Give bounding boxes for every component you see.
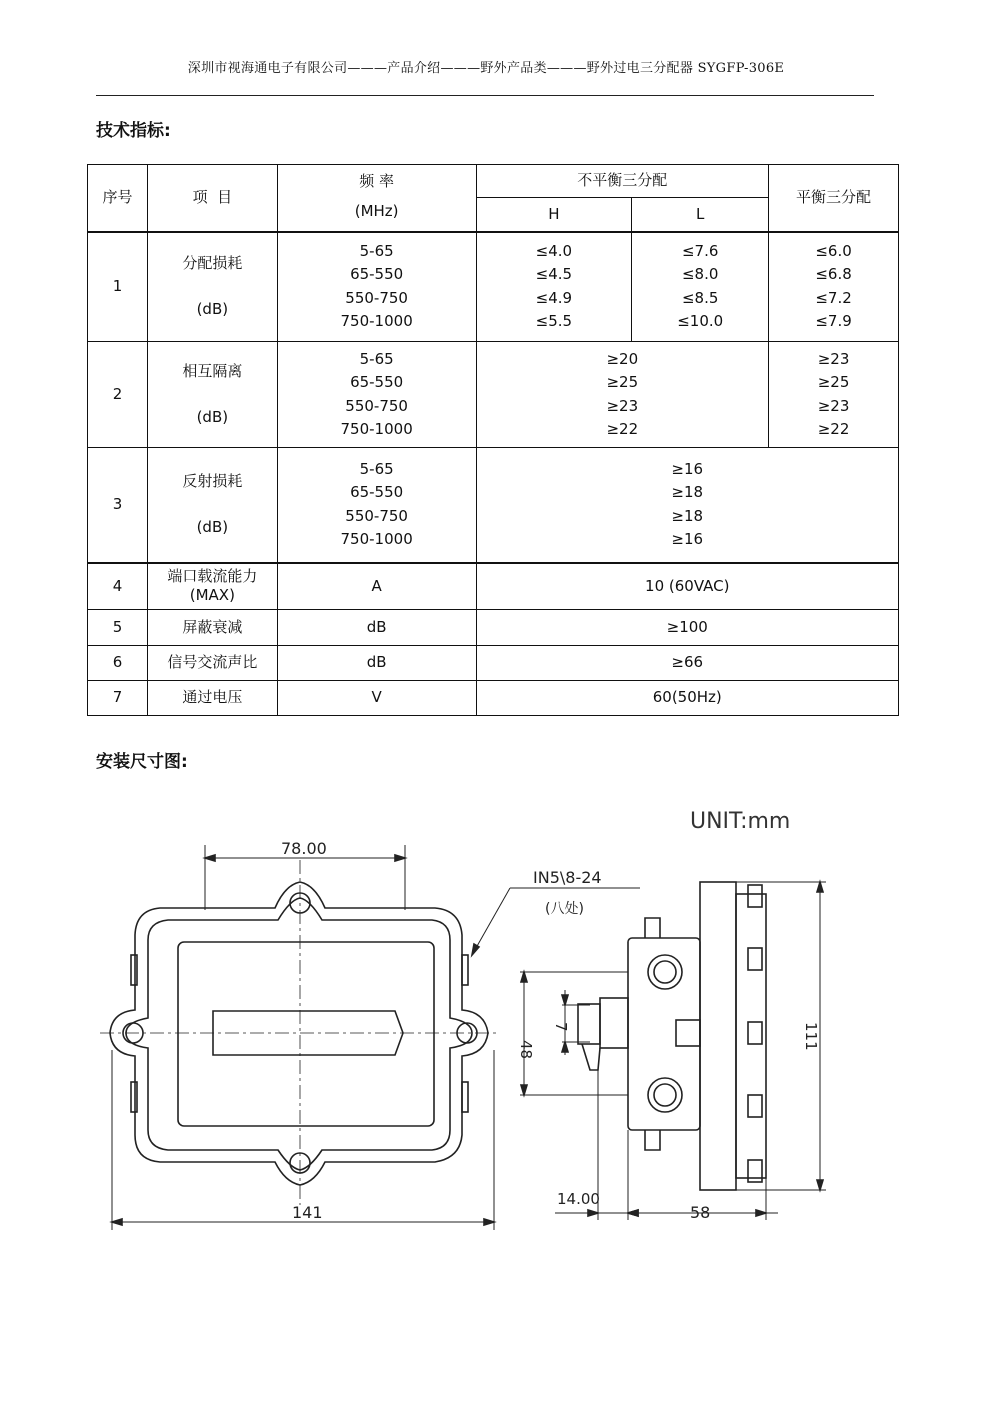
row-1-h-value: ≤4.0 [535,241,573,260]
row-2-unbalanced-value: ≥25 [606,373,639,391]
spec-section-title: 技术指标: [96,121,171,141]
row-1-h-values [476,232,632,342]
side-view [517,882,826,1222]
row-3-item [147,448,277,563]
row-6-item: 信号交流声比 [147,646,277,681]
row-2-index: 2 [88,342,148,448]
spec-table [87,164,899,716]
unit-label: UNIT:mm [690,809,791,834]
row-4-index: 4 [88,563,148,610]
row-4-item-sub: (MAX) [189,586,235,605]
row-1-item-name: 分配损耗 [182,254,243,273]
row-3-value: ≥16 [671,459,704,478]
row-2-balanced-values [769,342,899,448]
dim-14: 14.00 [557,1190,600,1208]
front-view [100,839,500,1230]
header-l: L [632,198,769,232]
row-3-item-name: 反射损耗 [182,472,243,491]
row-3-freq: 65-550 [350,483,404,502]
row-1-l-value: ≤8.0 [681,265,719,284]
row-1-balanced-value: ≤6.0 [815,241,852,260]
row-7-index: 7 [88,681,148,716]
row-2-balanced-value: ≥23 [817,396,850,415]
row-1-index: 1 [88,232,148,342]
row-2-unbalanced-values [476,342,769,448]
dim-height-7: 7 [552,1022,570,1032]
row-1-freq: 5-65 [359,241,394,260]
header-frequency-label: 频 率 [359,171,395,190]
row-4-unit: A [277,563,476,610]
row-3-value: ≥18 [671,506,704,525]
row-1-freq: 750-1000 [340,312,413,331]
header-frequency [277,165,476,232]
row-7-value: 60(50Hz) [476,681,899,716]
row-6-unit: dB [277,646,476,681]
row-3-freq: 750-1000 [340,530,413,549]
row-1-h-value: ≤5.5 [535,312,573,331]
row-3-values [476,448,899,563]
row-1-balanced-value: ≤7.9 [815,312,852,331]
row-3-value: ≥16 [671,530,704,549]
row-2-freq: 5-65 [359,349,394,368]
header-balanced: 平衡三分配 [769,165,899,232]
row-2-unbalanced-value: ≥23 [606,396,639,415]
thread-spec: IN5\8-24 [533,868,602,887]
dimension-drawing [0,790,1000,1250]
row-1-freqs [277,232,476,342]
row-5-item: 屏蔽衰减 [147,610,277,646]
row-2-item-unit: (dB) [196,407,229,426]
row-3-item-unit: (dB) [196,517,229,536]
row-2-balanced-value: ≥25 [817,373,850,391]
row-4-item [147,563,277,610]
dim-58: 58 [690,1203,711,1222]
row-1-h-value: ≤4.5 [535,265,573,284]
row-6-value: ≥66 [476,646,899,681]
row-1-balanced-value: ≤7.2 [815,288,852,307]
dim-width-top: 78.00 [281,839,327,858]
row-3-value: ≥18 [671,483,704,502]
row-2-freq: 65-550 [350,373,404,391]
row-5-unit: dB [277,610,476,646]
row-3-freq: 5-65 [359,459,394,478]
header-index: 序号 [88,165,148,232]
row-2-item-name: 相互隔离 [182,362,243,380]
dim-width-total: 141 [292,1203,323,1222]
row-2-balanced-value: ≥23 [817,349,850,368]
row-1-l-value: ≤7.6 [681,241,719,260]
row-7-unit: V [277,681,476,716]
header-divider [96,95,874,96]
row-4-value: 10 (60VAC) [476,563,899,610]
row-4-item-name: 端口载流能力 [167,567,258,586]
row-3-freq: 550-750 [345,506,408,525]
header-unbalanced: 不平衡三分配 [476,165,769,198]
header-h: H [476,198,632,232]
page-header-breadcrumb: 深圳市视海通电子有限公司———产品介绍———野外产品类———野外过电三分配器 SYGFP-306E [187,61,785,76]
row-2-freq: 550-750 [345,396,408,415]
dim-height-111: 111 [802,1022,820,1051]
row-1-h-value: ≤4.9 [535,288,573,307]
row-7-item: 通过电压 [147,681,277,716]
row-2-unbalanced-value: ≥22 [606,420,639,438]
row-1-freq: 65-550 [350,265,404,284]
row-3-freqs [277,448,476,563]
row-1-l-values [632,232,769,342]
header-frequency-unit: (MHz) [354,201,399,220]
row-2-balanced-value: ≥22 [817,420,850,438]
row-2-freqs [277,342,476,448]
row-5-value: ≥100 [476,610,899,646]
header-item: 项 目 [147,165,277,232]
thread-callout [472,868,640,955]
row-5-index: 5 [88,610,148,646]
row-3-index: 3 [88,448,148,563]
row-1-l-value: ≤8.5 [681,288,719,307]
thread-note: (八处) [545,901,584,917]
row-1-balanced-value: ≤6.8 [815,265,852,284]
row-1-item [147,232,277,342]
row-1-freq: 550-750 [345,288,408,307]
dim-height-48: 48 [517,1040,535,1060]
row-1-l-value: ≤10.0 [677,312,724,331]
row-1-item-unit: (dB) [196,299,229,318]
row-2-freq: 750-1000 [340,420,413,438]
row-2-item [147,342,277,448]
row-1-balanced-values [769,232,899,342]
row-6-index: 6 [88,646,148,681]
row-2-unbalanced-value: ≥20 [606,349,639,368]
dims-section-title: 安装尺寸图: [96,752,188,772]
